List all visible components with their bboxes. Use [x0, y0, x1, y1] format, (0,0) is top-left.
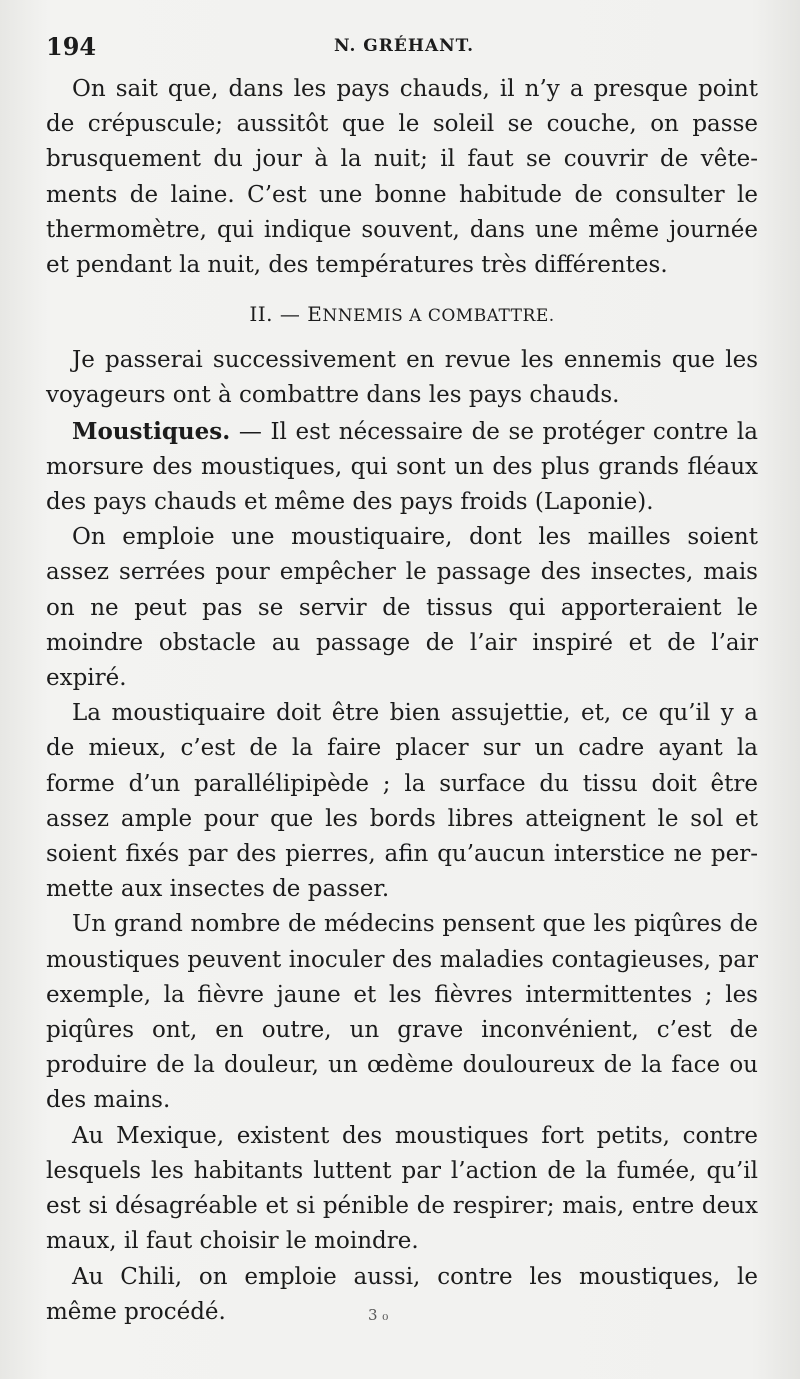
paragraph-chili: Au Chili, on emploie aussi, contre les moustiques, le même procédé. [46, 1263, 758, 1325]
paragraph-cadre: La moustiquaire doit être bien assujettie, et, ce qu’il y a de mieux, c’est de la faire placer sur un cadre ayant la forme d’un parallélipipède ; la surface du tissu doit être assez ample pour que les bords libres atteignent le sol et soient fixés par des pierres, afin qu’aucun interstice ne permette aux insectes de passer. [46, 700, 758, 903]
signature-mark: 3 ₀ [368, 1306, 389, 1324]
running-head: N. GRÉHANT. [334, 36, 475, 56]
run-in-heading-moustiques: Moustiques. [72, 417, 231, 445]
paragraph-intro-enemies: Je passerai successivement en revue les ennemis que les voyageurs ont à combattre dans les pays chauds. [46, 347, 758, 409]
page-header [46, 32, 754, 62]
paragraph-mexique: Au Mexique, existent des moustiques fort petits, contre lesquels les habitants luttent par l’action de la fumée, qu’il est si désagréable et si pénible de respirer; mais, entre deux maux, il faut choisir le moindre. [46, 1122, 758, 1255]
paragraph-moustiquaire: On emploie une moustiquaire, dont les mailles soient assez serrées pour empêcher le passage des insectes, mais on ne peut pas se servir de tissus qui apporteraient le moindre obstacle au passage de l’air inspiré et de l’air expiré. [46, 524, 758, 692]
paragraph-moustiques [46, 414, 758, 521]
paragraph-moustiques-text: — Il est nécessaire de se protéger contre la morsure des moustiques, qui sont un des plus grands fléaux des pays chauds et même des pays froids (Laponie). [46, 418, 758, 516]
section-heading-caps: NNEMIS A COMBATTRE. [322, 306, 555, 327]
page-footer [46, 1306, 758, 1336]
body-text [46, 72, 758, 1330]
section-heading-prefix: II. — E [249, 302, 323, 327]
section-heading [46, 297, 758, 333]
page-number: 194 [46, 32, 97, 61]
paragraph-hot-countries: On sait que, dans les pays chauds, il n’y a presque point de crépuscule; aussitôt que le soleil se couche, on passe brusquement du jour à la nuit; il faut se couvrir de vêtements de laine. C’est une bonne habitude de consulter le thermomètre, qui indique souvent, dans une même journée et pendant la nuit, des températures très différentes. [46, 76, 758, 279]
paragraph-medecins: Un grand nombre de médecins pensent que les piqûres de moustiques peuvent inoculer des maladies contagieuses, par exemple, la fièvre jaune et les fièvres intermittentes ; les piqûres ont, en outre, un grave inconvénient, c’est de produire de la douleur, un œdème douloureux de la face ou des mains. [46, 911, 758, 1114]
